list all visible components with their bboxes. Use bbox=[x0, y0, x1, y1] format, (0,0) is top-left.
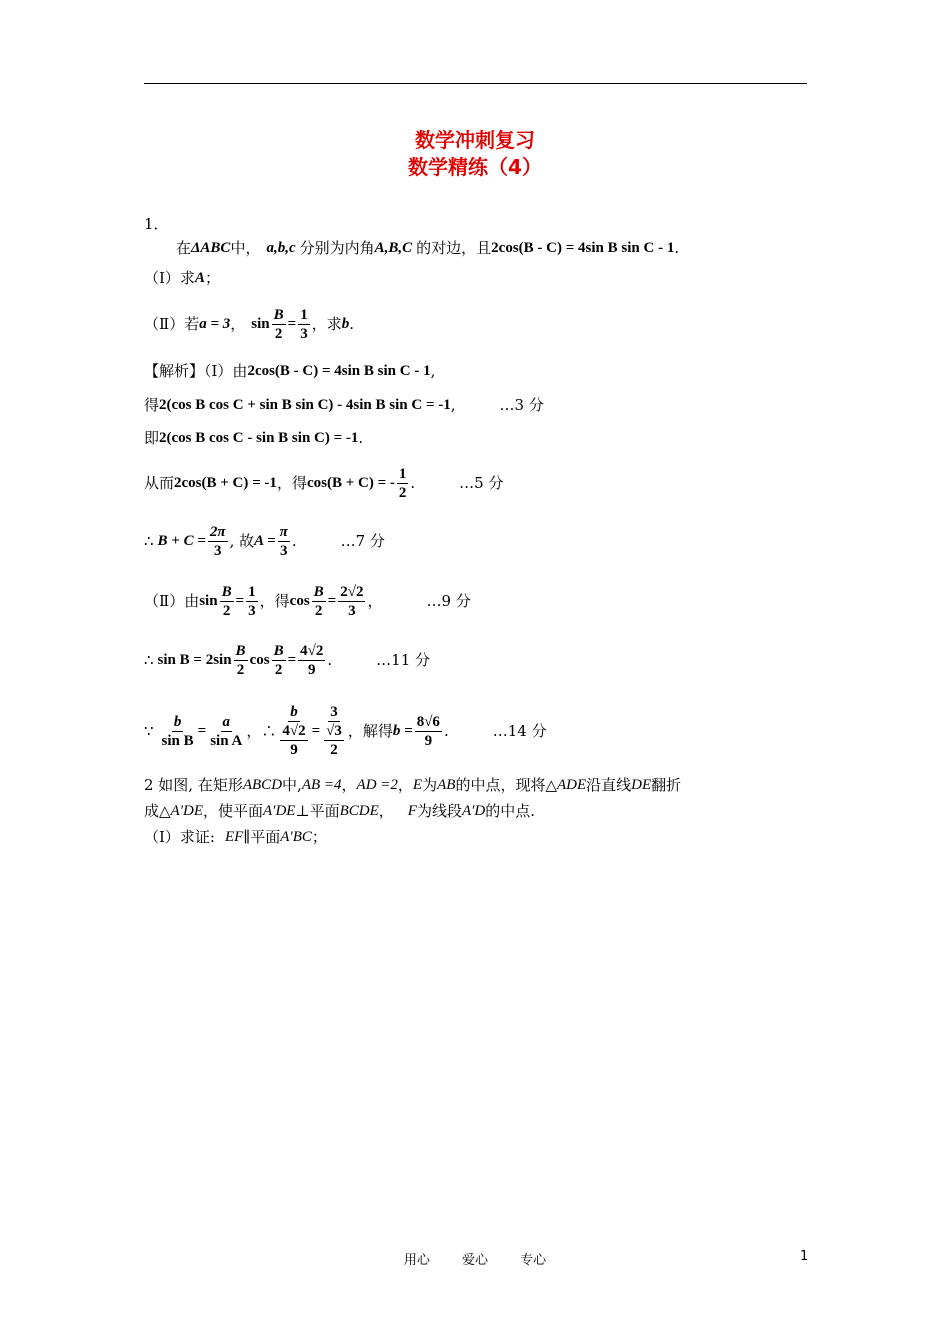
text: （Ⅱ）由 bbox=[144, 592, 200, 610]
q2-line-1 bbox=[144, 775, 681, 795]
math: = bbox=[287, 316, 297, 332]
math: sin B = 2sin bbox=[157, 652, 232, 668]
fraction bbox=[298, 642, 325, 679]
text: 得 bbox=[144, 396, 160, 414]
text: ； bbox=[204, 269, 220, 287]
math: ADE bbox=[556, 777, 587, 793]
math: b bbox=[341, 316, 350, 332]
text: 在 bbox=[176, 239, 192, 257]
text: 的中点. bbox=[485, 802, 536, 820]
fraction bbox=[397, 465, 409, 502]
num: 8√6 bbox=[416, 713, 440, 730]
q1-number bbox=[144, 214, 169, 234]
sol-line-8 bbox=[144, 696, 547, 766]
math: B + C = bbox=[157, 533, 206, 549]
num: B bbox=[273, 642, 284, 659]
text: ， bbox=[397, 776, 413, 794]
math: = bbox=[235, 593, 245, 609]
sol-line-5 bbox=[144, 521, 385, 561]
score: …7 分 bbox=[340, 532, 385, 550]
text: 的中点，现将△ bbox=[455, 776, 557, 794]
num: 2√2 bbox=[340, 583, 364, 600]
fraction bbox=[322, 703, 346, 759]
den: 9 bbox=[424, 732, 433, 749]
score: …5 分 bbox=[459, 474, 504, 492]
text: 翻折 bbox=[651, 776, 682, 794]
den: 9 bbox=[308, 661, 316, 678]
fraction bbox=[338, 583, 365, 620]
text: ∥平面 bbox=[243, 828, 281, 846]
den: 2 bbox=[222, 602, 231, 619]
text: . bbox=[349, 315, 355, 333]
math: ABCD bbox=[242, 777, 283, 793]
den: 3 bbox=[300, 325, 308, 342]
math: AD =2 bbox=[356, 777, 398, 793]
text: （Ⅰ）求 bbox=[144, 269, 195, 287]
math: DE bbox=[631, 777, 652, 793]
score: …11 分 bbox=[376, 651, 431, 669]
math: EF bbox=[224, 829, 244, 845]
text: ； bbox=[311, 828, 327, 846]
score: …9 分 bbox=[426, 592, 471, 610]
text: 即 bbox=[144, 429, 160, 447]
math: = bbox=[311, 723, 321, 739]
num: 4√2 bbox=[300, 642, 324, 659]
text: ⊥平面 bbox=[295, 802, 340, 820]
num: 1 bbox=[300, 306, 308, 323]
text: . bbox=[410, 474, 416, 492]
den: sin A bbox=[210, 732, 243, 749]
text: , 故 bbox=[229, 532, 255, 550]
text: , bbox=[430, 362, 436, 380]
text: , bbox=[450, 396, 456, 414]
text: ， bbox=[378, 802, 394, 820]
footer-text: 用心 bbox=[403, 1253, 430, 1268]
sol-line-3 bbox=[144, 428, 363, 448]
num: 1 bbox=[248, 583, 256, 600]
num: a bbox=[222, 713, 231, 730]
sol-line-7 bbox=[144, 640, 430, 680]
header-rule bbox=[144, 83, 807, 84]
math: AB bbox=[437, 777, 456, 793]
text: . bbox=[327, 651, 333, 669]
text: 中， bbox=[230, 239, 261, 257]
math: 2cos(B - C) = 4sin B sin C - 1 bbox=[247, 363, 431, 379]
text: 2 如图, 在矩形 bbox=[144, 776, 243, 794]
score: …14 分 bbox=[492, 722, 547, 740]
den: sin B bbox=[161, 732, 194, 749]
math: = bbox=[287, 652, 297, 668]
math: BCDE bbox=[339, 803, 379, 819]
text: ∵ bbox=[144, 722, 154, 740]
math: AB =4 bbox=[301, 777, 342, 793]
text: 【解析】（Ⅰ）由 bbox=[144, 362, 248, 380]
math: A′D bbox=[461, 803, 486, 819]
num: B bbox=[313, 583, 324, 600]
math: A bbox=[194, 270, 205, 286]
math: A,B,C bbox=[374, 240, 413, 256]
text: . bbox=[674, 239, 680, 257]
den: 2 bbox=[398, 484, 407, 501]
math: cos bbox=[249, 652, 270, 668]
sol-line-2 bbox=[144, 395, 544, 415]
math: ΔABC bbox=[191, 240, 231, 256]
den: 9 bbox=[290, 742, 298, 758]
math: sin bbox=[251, 316, 270, 332]
math: 2cos(B + C) = -1 bbox=[174, 475, 277, 491]
den: 3 bbox=[248, 602, 256, 619]
page-number: 1 bbox=[800, 1249, 809, 1264]
footer-text: 爱心 bbox=[461, 1253, 488, 1268]
math: 2(cos B cos C - sin B sin C) = -1 bbox=[159, 430, 359, 446]
num: 4√2 bbox=[282, 723, 306, 739]
den: 3 bbox=[214, 542, 222, 559]
fraction bbox=[246, 583, 258, 620]
num: 2π bbox=[209, 523, 226, 540]
fraction bbox=[312, 583, 326, 620]
sol-line-4 bbox=[144, 463, 503, 503]
text: 沿直线 bbox=[586, 776, 632, 794]
text: . bbox=[291, 532, 297, 550]
text: ，得 bbox=[259, 592, 290, 610]
fraction bbox=[415, 713, 442, 750]
q2-line-3 bbox=[144, 827, 327, 847]
num: π bbox=[279, 523, 288, 540]
title-main: 数学冲刺复习 bbox=[415, 128, 535, 152]
sol-line-1 bbox=[144, 361, 435, 381]
math: a,b,c bbox=[266, 240, 296, 256]
num: B bbox=[235, 642, 246, 659]
math: = bbox=[197, 723, 207, 739]
text: . bbox=[358, 429, 364, 447]
den bbox=[278, 722, 309, 759]
text: ， bbox=[230, 315, 246, 333]
text: . bbox=[443, 722, 449, 740]
text: 从而 bbox=[144, 474, 175, 492]
den: 2 bbox=[314, 602, 323, 619]
text: ∴ bbox=[144, 532, 154, 550]
num: 1 bbox=[398, 465, 407, 482]
num: 3 bbox=[330, 704, 338, 720]
den: 2 bbox=[274, 661, 283, 678]
score: …3 分 bbox=[499, 396, 544, 414]
math: 2(cos B cos C + sin B sin C) - 4sin B sin C = -1 bbox=[159, 397, 451, 413]
math: 2cos(B - C) = 4sin B sin C - 1 bbox=[491, 240, 675, 256]
num: b bbox=[290, 704, 298, 720]
math: b = bbox=[392, 723, 413, 739]
num: B bbox=[221, 583, 232, 600]
text: ，解得 bbox=[347, 722, 393, 740]
math: a = 3 bbox=[199, 316, 231, 332]
text: ，∴ bbox=[246, 722, 277, 740]
den: 2 bbox=[236, 661, 245, 678]
text: 分别为内角 bbox=[299, 239, 375, 257]
num: B bbox=[273, 306, 284, 323]
fraction bbox=[208, 713, 244, 750]
text: 中, bbox=[282, 776, 302, 794]
den bbox=[322, 722, 346, 759]
den: 3 bbox=[348, 602, 356, 619]
den: 2 bbox=[330, 742, 338, 758]
math: F bbox=[407, 803, 417, 819]
fraction bbox=[160, 713, 196, 750]
q1-part2 bbox=[144, 305, 354, 343]
q1-part1 bbox=[144, 268, 220, 288]
math: A′DE bbox=[170, 803, 203, 819]
fraction bbox=[208, 523, 228, 560]
footer-text: 专心 bbox=[520, 1253, 547, 1268]
title-sub: 数学精练（4） bbox=[408, 155, 542, 179]
q1-stem bbox=[176, 238, 679, 258]
math: = bbox=[327, 593, 337, 609]
text: 为线段 bbox=[416, 802, 462, 820]
text: （Ⅰ）求证: bbox=[144, 828, 215, 846]
math: A = bbox=[254, 533, 276, 549]
fraction bbox=[278, 523, 290, 560]
math: E bbox=[412, 777, 423, 793]
math: A′DE bbox=[263, 803, 296, 819]
math: cos(B + C) = - bbox=[306, 475, 395, 491]
q1-num-text: 1． bbox=[144, 215, 169, 233]
text: ，求 bbox=[311, 315, 342, 333]
q2-line-2 bbox=[144, 801, 535, 821]
text: 为 bbox=[422, 776, 438, 794]
math: sin bbox=[199, 593, 218, 609]
sol-line-6 bbox=[144, 581, 471, 621]
text: ， bbox=[367, 592, 383, 610]
fraction bbox=[278, 703, 309, 759]
math: A′BC bbox=[280, 829, 312, 845]
math: cos bbox=[289, 593, 310, 609]
text: ， bbox=[341, 776, 357, 794]
den: 2 bbox=[274, 325, 283, 342]
text: （Ⅱ）若 bbox=[144, 315, 200, 333]
fraction bbox=[234, 642, 248, 679]
fraction bbox=[272, 306, 286, 343]
den: 3 bbox=[279, 542, 288, 559]
fraction bbox=[220, 583, 234, 620]
text: 的对边，且 bbox=[416, 239, 492, 257]
fraction bbox=[272, 642, 286, 679]
text: ∴ bbox=[144, 651, 154, 669]
text: 成△ bbox=[144, 802, 171, 820]
num: b bbox=[173, 713, 182, 730]
num: √3 bbox=[326, 723, 342, 739]
text: ，使平面 bbox=[203, 802, 264, 820]
fraction bbox=[298, 306, 310, 343]
text: ，得 bbox=[276, 474, 307, 492]
